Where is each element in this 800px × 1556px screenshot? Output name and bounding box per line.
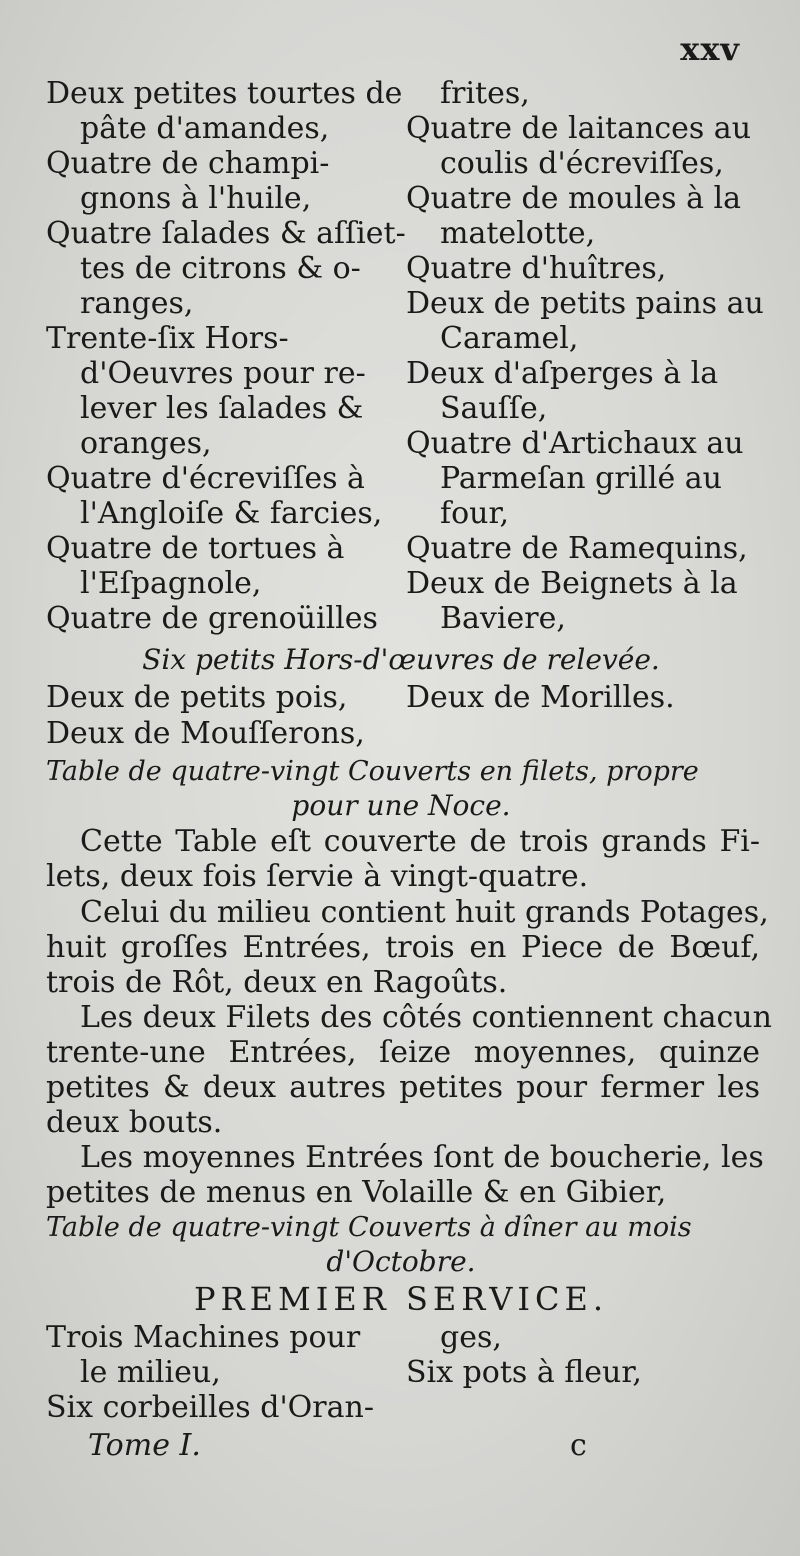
menu-line: oranges, (80, 426, 212, 461)
paragraph-line: trois de Rôt, deux en Ragoûts. (46, 965, 508, 1000)
menu-line: Quatre de champi- (46, 146, 330, 181)
menu-line: Parmeſan grillé au (440, 461, 722, 496)
menu-line: Quatre d'huîtres, (406, 251, 667, 286)
paragraph-line: deux bouts. (46, 1105, 223, 1140)
menu-line: Deux de petits pois, (46, 680, 348, 715)
paragraph-line: huit groſſes Entrées, trois en Piece de Bœuf, (46, 930, 760, 965)
paragraph-line: petites & deux autres petites pour fermer les (46, 1070, 760, 1105)
service-heading: PREMIER SERVICE. (193, 1280, 608, 1318)
paragraph-line: petites de menus en Volaille & en Gibier, (46, 1175, 667, 1210)
menu-line: Quatre d'Artichaux au (406, 426, 744, 461)
menu-line: Sauſſe, (440, 391, 548, 426)
signature-mark: c (570, 1428, 587, 1463)
menu-line: Six pots à fleur, (406, 1355, 642, 1390)
table-heading-cont: pour une Noce. (291, 789, 511, 822)
paragraph-line: Les moyennes Entrées ſont de boucherie, les (80, 1140, 764, 1175)
menu-line: le milieu, (80, 1355, 221, 1390)
menu-line: Deux de petits pains au (406, 286, 764, 321)
paragraph (46, 895, 769, 1000)
menu-line: Quatre de laitances au (406, 111, 752, 146)
menu-line: Trois Machines pour (46, 1320, 361, 1355)
menu-line: l'Eſpagnole, (80, 566, 262, 601)
pair-row (46, 680, 756, 715)
volume-label: Tome I. (88, 1428, 201, 1463)
section-heading: Six petits Hors-d'œuvres de relevée. (142, 643, 660, 676)
table-heading: Table de quatre-vingt Couverts à dîner au mois (46, 1212, 692, 1243)
page-number: xxv (680, 30, 740, 68)
paragraph (46, 1000, 772, 1140)
menu-line: Quatre de tortues à (46, 531, 345, 566)
menu-line: Deux de Beignets à la (406, 566, 738, 601)
service-columns (46, 1320, 756, 1425)
menu-line: Deux de Morilles. (406, 680, 675, 715)
menu-line: matelotte, (440, 216, 596, 251)
menu-line: four, (440, 496, 510, 531)
menu-line: gnons à l'huile, (80, 181, 312, 216)
paragraph-line: Les deux Filets des côtés contiennent chacun (80, 1000, 772, 1035)
menu-line: Deux petites tourtes de (46, 76, 403, 111)
menu-line: l'Angloiſe & farcies, (80, 496, 383, 531)
menu-line: Caramel, (440, 321, 579, 356)
menu-line: Deux de Mouſſerons, (46, 716, 365, 751)
menu-line: ranges, (80, 286, 194, 321)
menu-line: Quatre ſalades & aſſiet- (46, 216, 406, 251)
menu-line: Baviere, (440, 601, 566, 636)
right-column (406, 76, 764, 636)
paragraph-line: Cette Table eſt couverte de trois grands Fi- (80, 824, 760, 859)
paragraph (46, 824, 760, 894)
service-right-column (406, 1320, 756, 1425)
menu-line: frites, (440, 76, 530, 111)
paragraph-line: Celui du milieu contient huit grands Potages, (80, 895, 769, 930)
menu-line: Quatre de Ramequins, (406, 531, 748, 566)
menu-line: Quatre de moules à la (406, 181, 741, 216)
menu-line: Quatre de grenoüilles (46, 601, 378, 636)
menu-line: Six corbeilles d'Oran- (46, 1390, 374, 1425)
paragraph-line: trente-une Entrées, ſeize moyennes, quinze (46, 1035, 760, 1070)
table-heading: Table de quatre-vingt Couverts en filets, propre (46, 756, 699, 787)
two-column-menu (46, 76, 764, 636)
table-heading-cont: d'Octobre. (326, 1245, 476, 1278)
menu-line: pâte d'amandes, (80, 111, 330, 146)
menu-line: Quatre d'écreviſſes à (46, 461, 365, 496)
menu-line: lever les ſalades & (80, 391, 364, 426)
menu-line: tes de citrons & o- (80, 251, 361, 286)
service-left-column (46, 1320, 386, 1425)
menu-line: coulis d'écreviſſes, (440, 146, 724, 181)
menu-line: Trente-ſix Hors- (46, 321, 289, 356)
menu-line: d'Oeuvres pour re- (80, 356, 366, 391)
paragraph-line: lets, deux fois ſervie à vingt-quatre. (46, 859, 589, 894)
menu-line: Deux d'aſperges à la (406, 356, 719, 391)
paragraph (46, 1140, 764, 1210)
left-column (46, 76, 406, 636)
menu-line: ges, (440, 1320, 502, 1355)
